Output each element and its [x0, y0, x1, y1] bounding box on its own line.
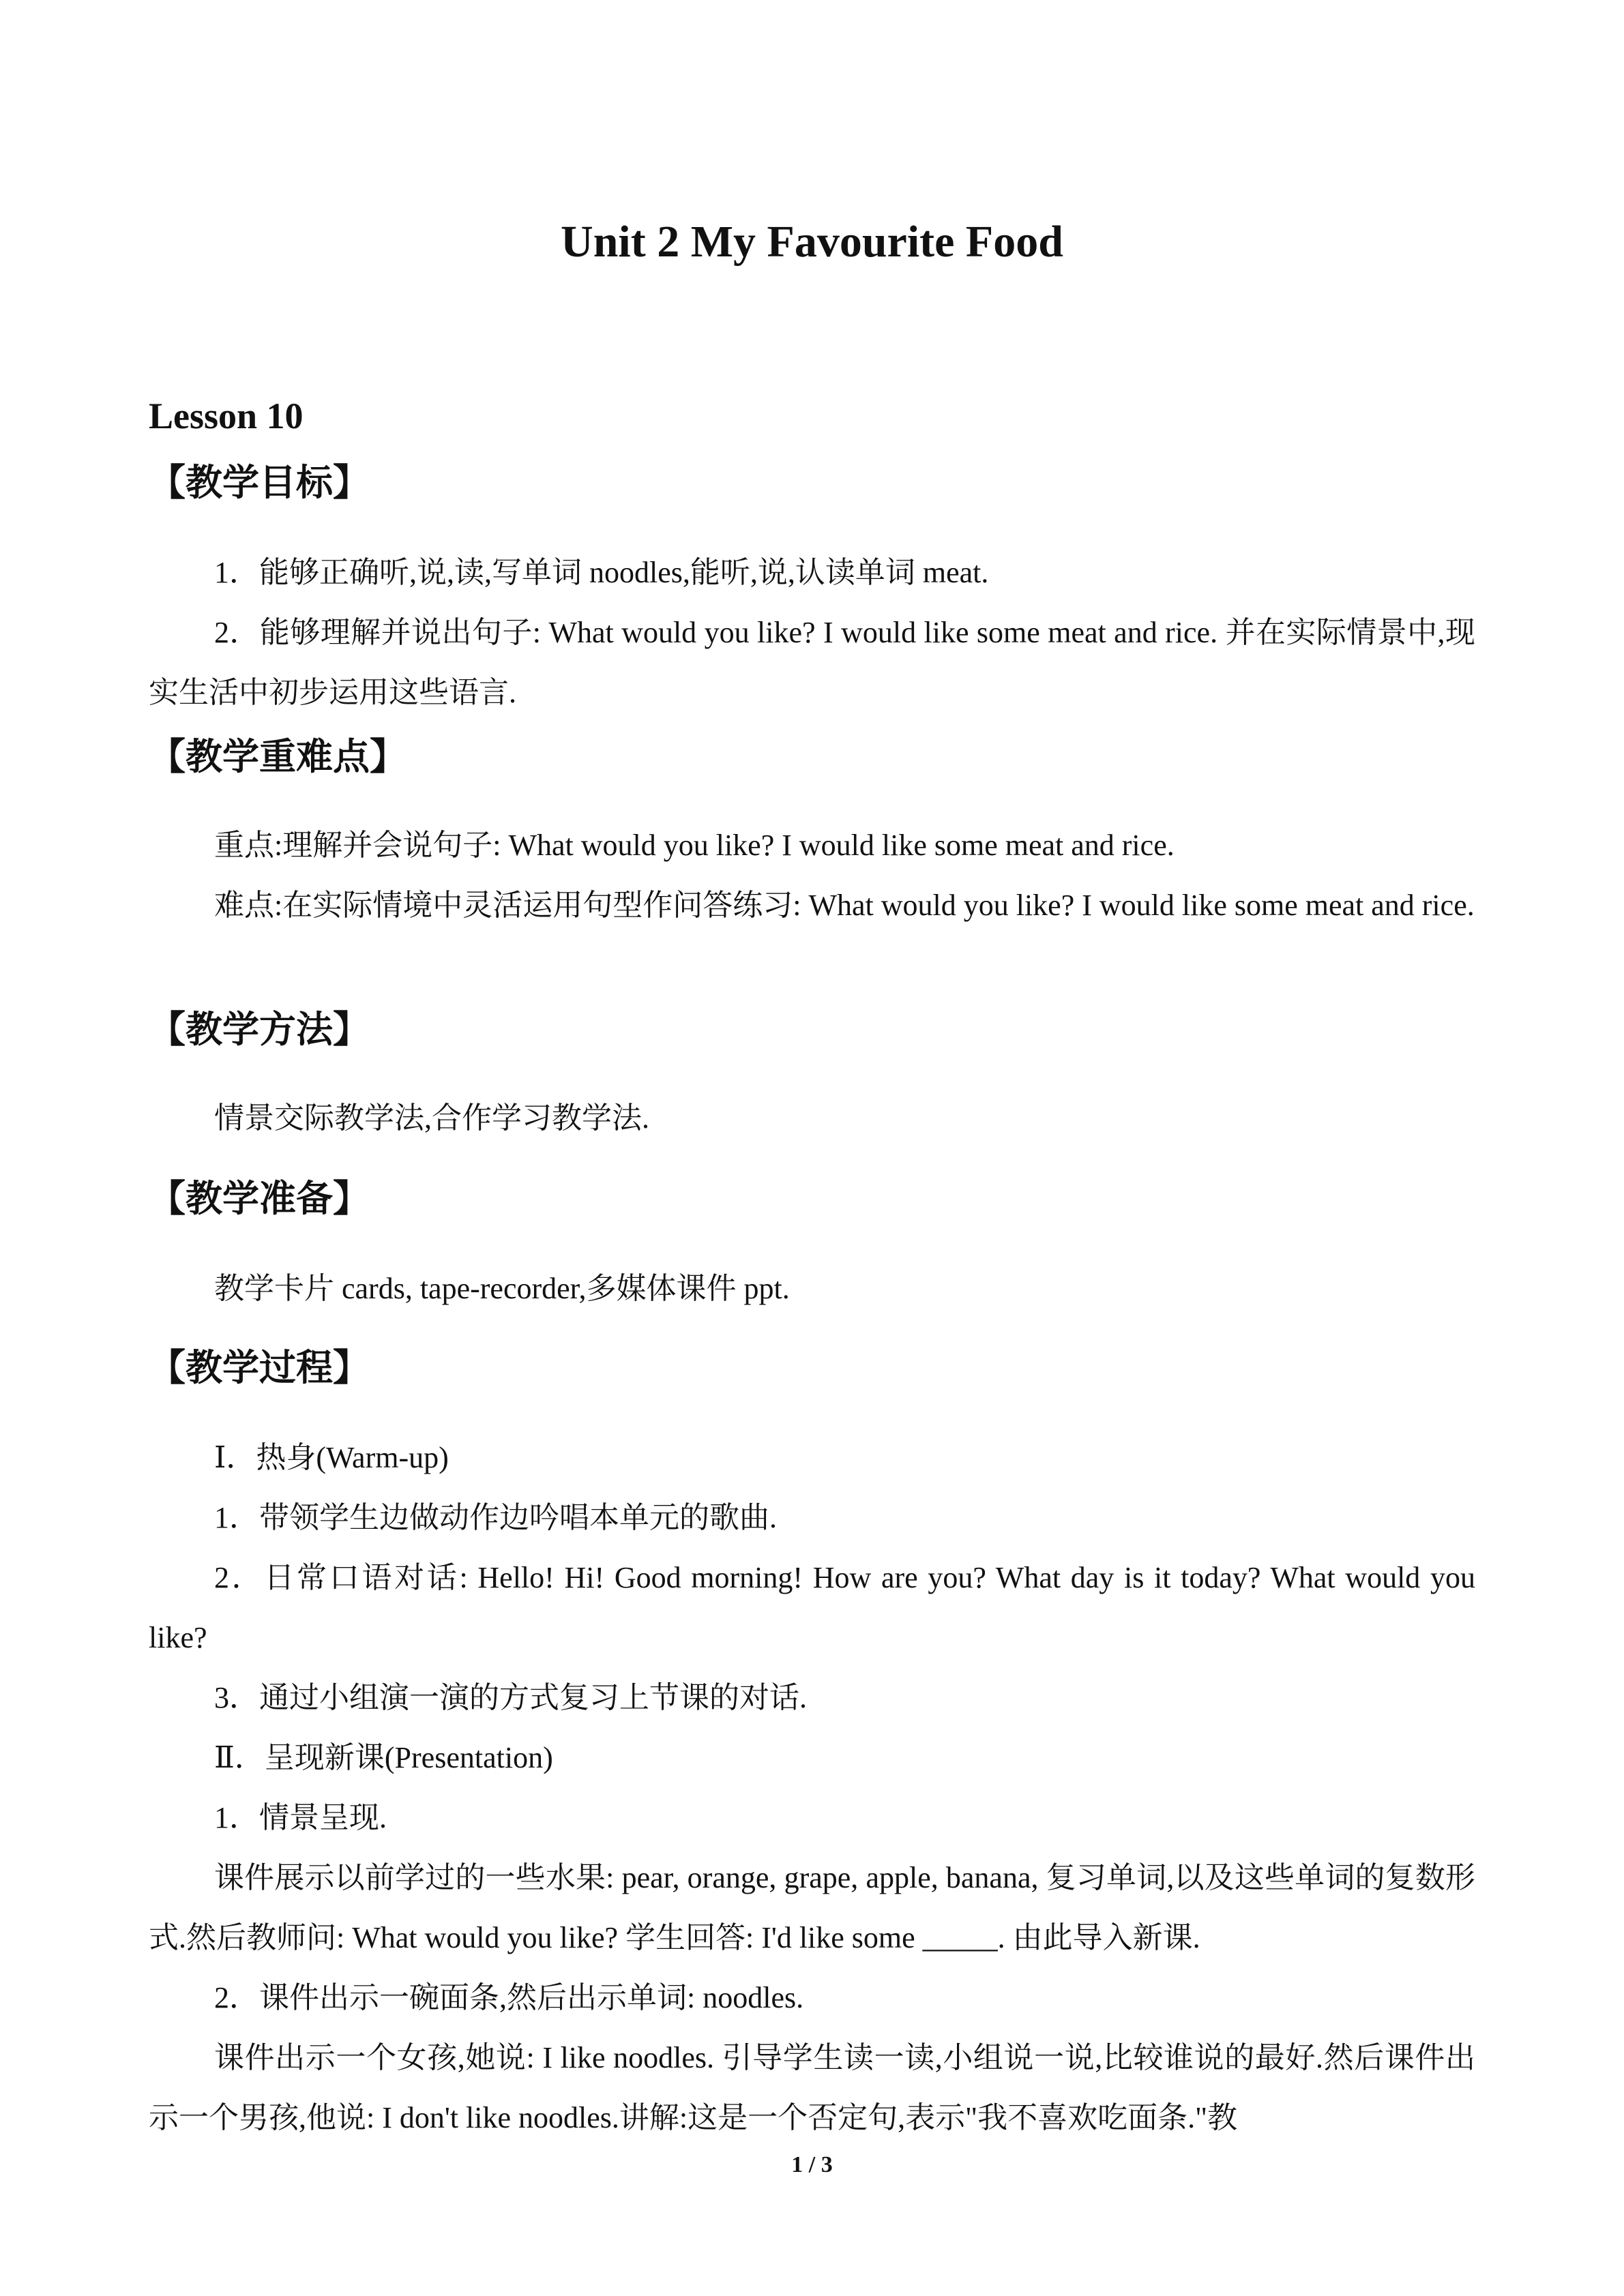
- methods-text: 情景交际教学法,合作学习教学法.: [214, 1101, 649, 1135]
- process-heading: 【教学过程】: [149, 1346, 370, 1389]
- presentation-item-2-detail: 课件出示一个女孩,她说: I like noodles. 引导学生读一读,小组说一说,比较谁说的最好.然后课件出示一个男孩,他说: I don't like noodles.讲解:这是一个否定句,表示"我不喜欢吃面条."教: [149, 2041, 1475, 2134]
- key-point: 重点:理解并会说句子: What would you like? I would like some meat and rice.: [214, 829, 1175, 862]
- objectives-heading: 【教学目标】: [149, 461, 370, 504]
- lesson-label: Lesson 10: [149, 396, 304, 436]
- preparation-text: 教学卡片 cards, tape-recorder,多媒体课件 ppt.: [214, 1272, 790, 1305]
- methods-heading: 【教学方法】: [149, 1008, 370, 1051]
- key-points-heading: 【教学重难点】: [149, 735, 407, 778]
- warmup-title: Ⅰ．热身(Warm-up): [214, 1441, 449, 1474]
- presentation-item-2: 2．课件出示一碗面条,然后出示单词: noodles.: [214, 1981, 804, 2014]
- warmup-item-3: 3．通过小组演一演的方式复习上节课的对话.: [214, 1681, 807, 1714]
- preparation-heading: 【教学准备】: [149, 1177, 370, 1220]
- objective-1: 1．能够正确听,说,读,写单词 noodles,能听,说,认读单词 meat.: [214, 556, 989, 589]
- document-title: Unit 2 My Favourite Food: [561, 217, 1063, 267]
- objective-2: 2．能够理解并说出句子: What would you like? I would like some meat and rice. 并在实际情景中,现实生活中初步运用这些语言.: [149, 616, 1475, 709]
- warmup-item-1: 1．带领学生边做动作边吟唱本单元的歌曲.: [214, 1501, 777, 1534]
- presentation-item-1-detail: 课件展示以前学过的一些水果: pear, orange, grape, apple, banana, 复习单词,以及这些单词的复数形式.然后教师问: What would you like? 学生回答: I'd like some _____. 由此导入新课.: [149, 1861, 1475, 1954]
- page-number: 1 / 3: [791, 2152, 833, 2177]
- presentation-item-1: 1．情景呈现.: [214, 1801, 387, 1834]
- presentation-title: Ⅱ．呈现新课(Presentation): [214, 1741, 553, 1774]
- difficult-point: 难点:在实际情境中灵活运用句型作问答练习: What would you like? I would like some meat and rice.: [214, 889, 1475, 922]
- warmup-item-2: 2．日常口语对话: Hello! Hi! Good morning! How are you? What day is it today? What would you like?: [149, 1561, 1475, 1654]
